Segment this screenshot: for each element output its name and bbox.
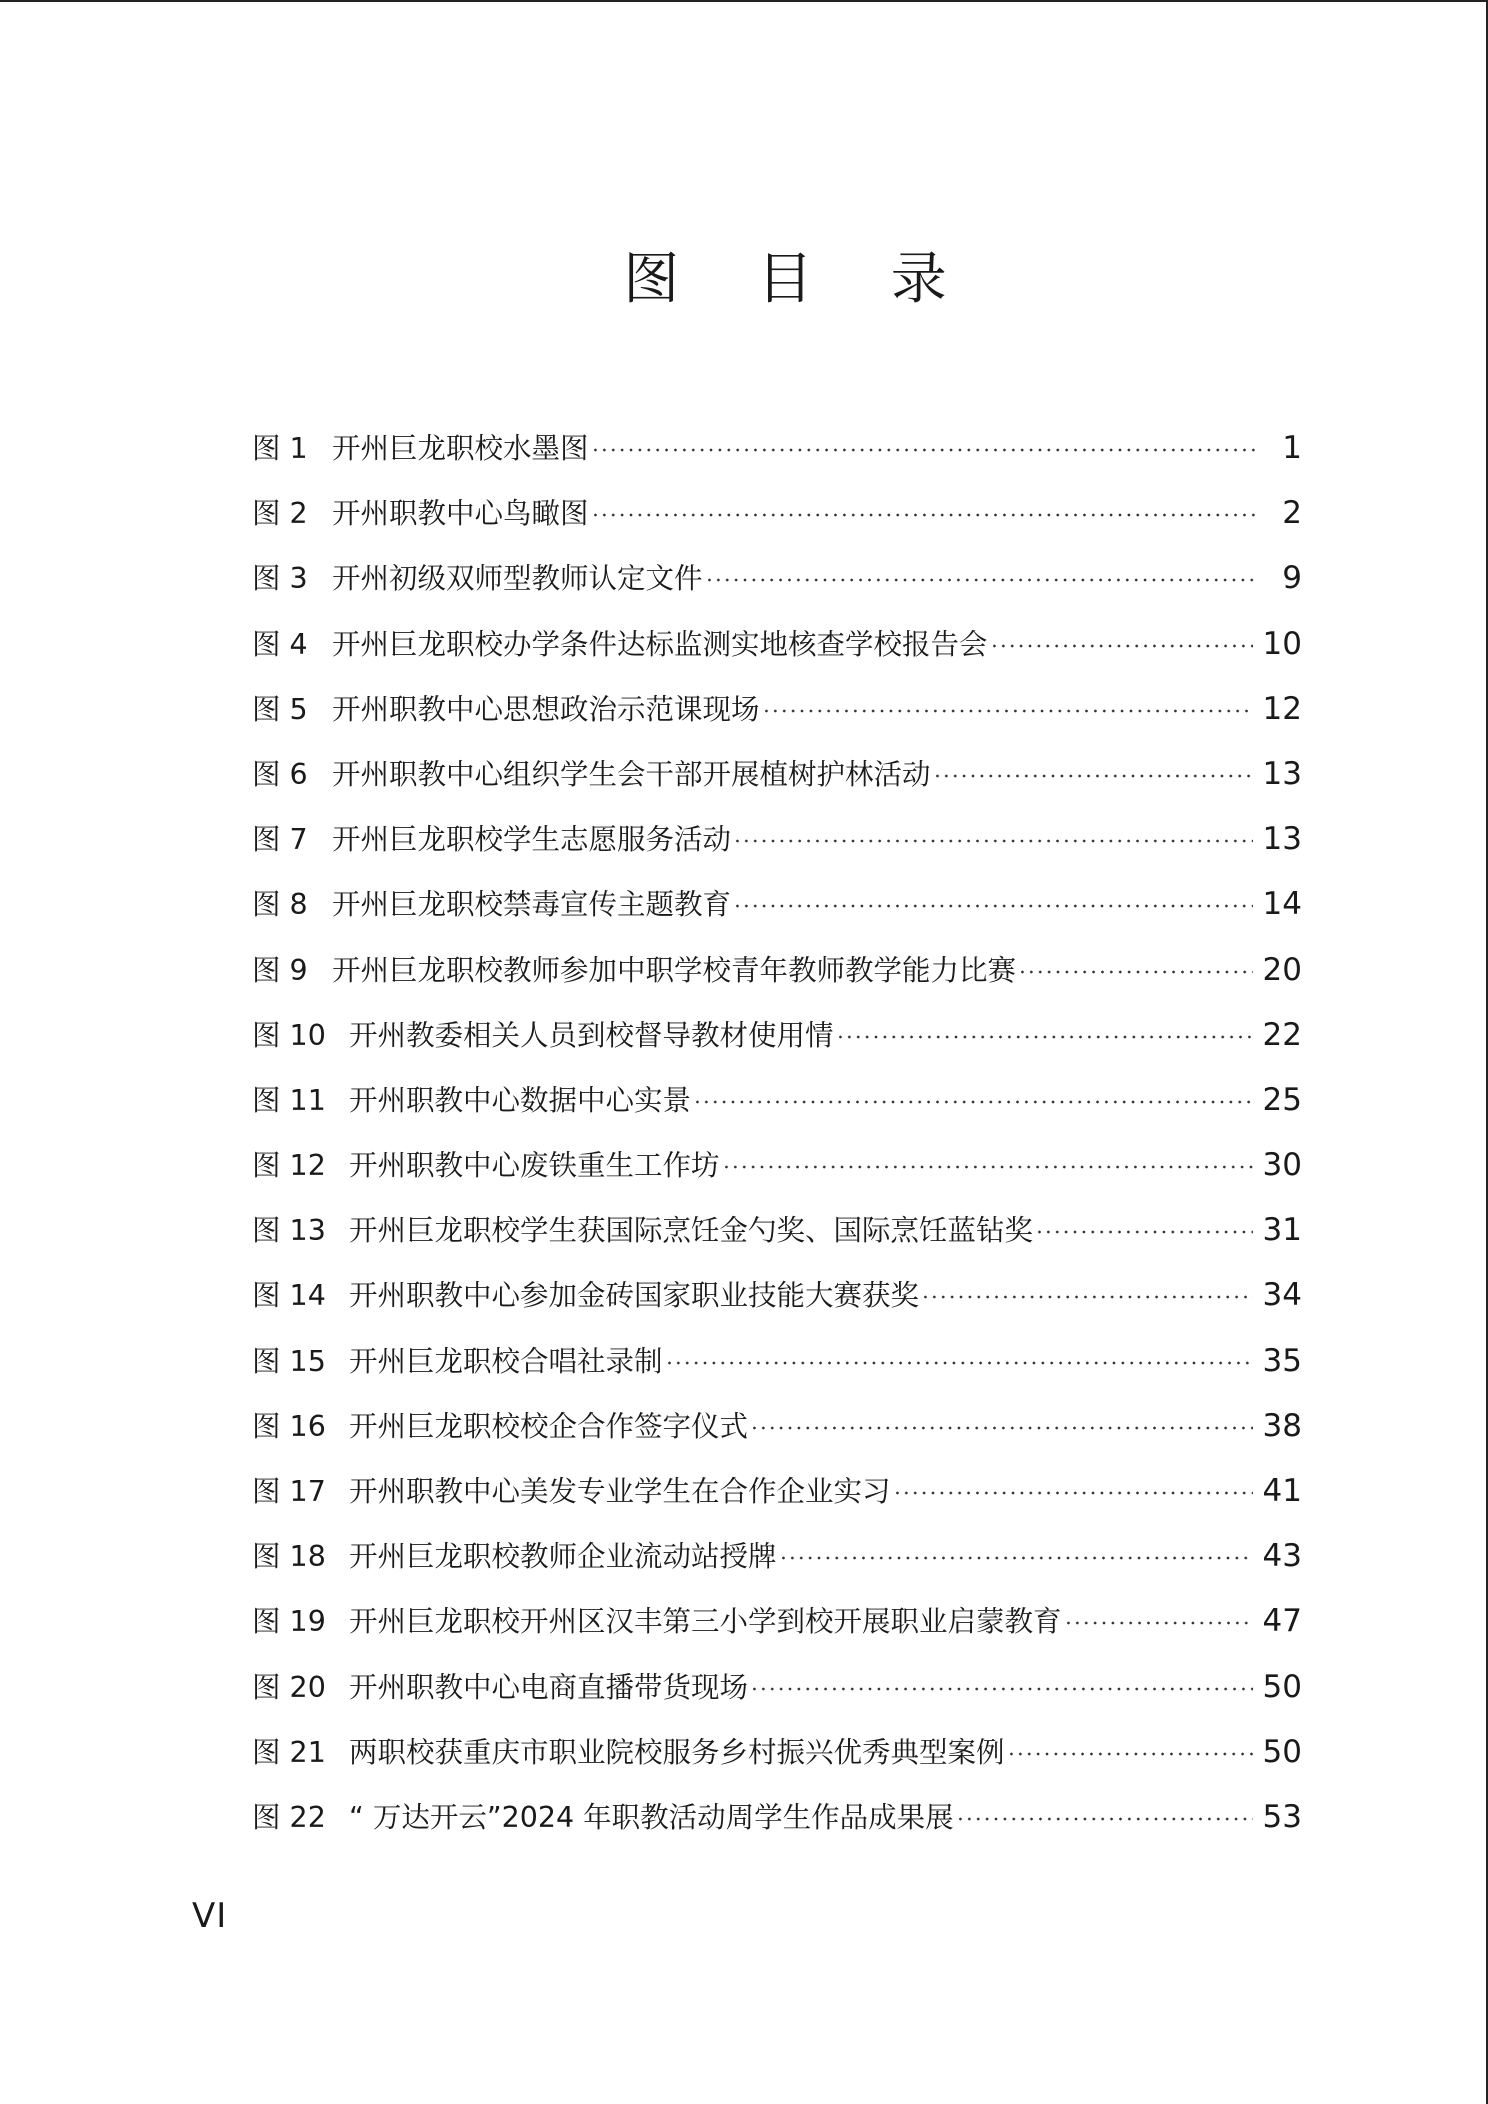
figure-table-of-contents bbox=[252, 422, 1302, 1856]
figure-label: 图 18 bbox=[252, 1540, 326, 1574]
figure-label: 图 6 bbox=[252, 757, 308, 791]
figure-label: 图 22 bbox=[252, 1800, 326, 1834]
page-reference: 35 bbox=[1262, 1342, 1302, 1379]
figure-label: 图 4 bbox=[252, 627, 308, 661]
dot-leader bbox=[750, 1687, 1253, 1691]
page-reference: 9 bbox=[1282, 560, 1302, 597]
dot-leader bbox=[750, 1426, 1253, 1430]
figure-caption: 开州职教中心数据中心实景 bbox=[349, 1083, 692, 1117]
dot-leader bbox=[779, 1556, 1253, 1560]
dot-leader bbox=[990, 644, 1253, 648]
page-reference: 22 bbox=[1262, 1016, 1302, 1053]
toc-entry[interactable] bbox=[252, 618, 1302, 683]
page-reference: 38 bbox=[1262, 1407, 1302, 1444]
figure-caption: 开州职教中心参加金砖国家职业技能大赛获奖 bbox=[349, 1279, 920, 1313]
toc-entry[interactable] bbox=[252, 487, 1302, 552]
page-reference: 41 bbox=[1262, 1473, 1302, 1509]
page-reference: 2 bbox=[1282, 495, 1302, 532]
figure-label: 图 7 bbox=[252, 823, 308, 857]
figure-label: 图 8 bbox=[252, 888, 308, 922]
page-number: VI bbox=[192, 1896, 228, 1936]
dot-leader bbox=[665, 1361, 1253, 1365]
figure-label: 图 3 bbox=[252, 562, 308, 596]
figure-caption: 开州巨龙职校学生志愿服务活动 bbox=[332, 823, 732, 857]
toc-entry[interactable] bbox=[252, 552, 1302, 617]
dot-leader bbox=[762, 709, 1253, 713]
page-reference: 12 bbox=[1262, 690, 1302, 727]
toc-entry[interactable] bbox=[252, 944, 1302, 1009]
dot-leader bbox=[956, 1817, 1253, 1821]
toc-entry[interactable] bbox=[252, 748, 1302, 813]
figure-caption: 开州巨龙职校开州区汉丰第三小学到校开展职业启蒙教育 bbox=[349, 1605, 1062, 1639]
dot-leader bbox=[705, 578, 1258, 582]
toc-entry[interactable] bbox=[252, 1269, 1302, 1334]
figure-label: 图 20 bbox=[252, 1670, 326, 1704]
figure-caption: 开州职教中心思想政治示范课现场 bbox=[332, 692, 760, 726]
dot-leader bbox=[591, 448, 1258, 452]
toc-entry[interactable] bbox=[252, 1465, 1302, 1530]
toc-entry[interactable] bbox=[252, 1335, 1302, 1400]
dot-leader bbox=[933, 774, 1253, 778]
toc-entry[interactable] bbox=[252, 1009, 1302, 1074]
page-reference: 43 bbox=[1262, 1538, 1302, 1575]
page-reference: 20 bbox=[1262, 951, 1302, 988]
page-reference: 34 bbox=[1262, 1277, 1302, 1314]
page-reference: 1 bbox=[1282, 430, 1302, 466]
page-reference: 13 bbox=[1262, 821, 1302, 858]
dot-leader bbox=[1018, 970, 1253, 974]
figure-label: 图 5 bbox=[252, 692, 308, 726]
figure-label: 图 15 bbox=[252, 1344, 326, 1378]
toc-entry[interactable] bbox=[252, 878, 1302, 943]
top-border-rule bbox=[0, 0, 1488, 2]
dot-leader bbox=[921, 1295, 1253, 1299]
dot-leader bbox=[733, 839, 1253, 843]
figure-caption: 开州巨龙职校教师企业流动站授牌 bbox=[349, 1540, 777, 1574]
toc-entry[interactable] bbox=[252, 1726, 1302, 1791]
toc-entry[interactable] bbox=[252, 1400, 1302, 1465]
toc-entry[interactable] bbox=[252, 1204, 1302, 1269]
figure-caption: 开州职教中心废铁重生工作坊 bbox=[349, 1149, 720, 1183]
figure-caption: 开州职教中心电商直播带货现场 bbox=[349, 1670, 749, 1704]
dot-leader bbox=[722, 1165, 1253, 1169]
figure-label: 图 21 bbox=[252, 1735, 326, 1769]
dot-leader bbox=[1035, 1230, 1253, 1234]
page-reference: 13 bbox=[1262, 755, 1302, 792]
toc-entry[interactable] bbox=[252, 1661, 1302, 1726]
toc-entry[interactable] bbox=[252, 1791, 1302, 1856]
figure-caption: 开州职教中心组织学生会干部开展植树护林活动 bbox=[332, 757, 931, 791]
figure-label: 图 14 bbox=[252, 1279, 326, 1313]
toc-entry[interactable] bbox=[252, 1530, 1302, 1595]
figure-label: 图 17 bbox=[252, 1475, 326, 1508]
toc-entry[interactable] bbox=[252, 1139, 1302, 1204]
figure-caption: 开州职教中心鸟瞰图 bbox=[332, 497, 589, 531]
dot-leader bbox=[836, 1035, 1253, 1039]
figure-label: 图 13 bbox=[252, 1214, 326, 1248]
dot-leader bbox=[1064, 1621, 1253, 1625]
figure-caption: 两职校获重庆市职业院校服务乡村振兴优秀典型案例 bbox=[349, 1735, 1005, 1769]
dot-leader bbox=[693, 1100, 1253, 1104]
toc-entry[interactable] bbox=[252, 1595, 1302, 1660]
toc-entry[interactable] bbox=[252, 422, 1302, 487]
figure-caption: 开州巨龙职校禁毒宣传主题教育 bbox=[332, 888, 732, 922]
toc-entry[interactable] bbox=[252, 813, 1302, 878]
figure-label: 图 19 bbox=[252, 1605, 326, 1639]
figure-caption: 开州教委相关人员到校督导教材使用情 bbox=[349, 1018, 834, 1052]
page-reference: 47 bbox=[1262, 1603, 1302, 1640]
page-reference: 50 bbox=[1262, 1668, 1302, 1705]
dot-leader bbox=[1007, 1752, 1253, 1756]
figure-caption: 开州巨龙职校教师参加中职学校青年教师教学能力比赛 bbox=[332, 953, 1017, 987]
page-reference: 30 bbox=[1262, 1147, 1302, 1184]
page-reference: 14 bbox=[1262, 886, 1302, 923]
page-reference: 53 bbox=[1262, 1798, 1302, 1835]
page-reference: 10 bbox=[1262, 625, 1302, 662]
page-reference: 25 bbox=[1262, 1081, 1302, 1118]
figure-label: 图 10 bbox=[252, 1018, 326, 1052]
figure-caption: 开州巨龙职校校企合作签字仪式 bbox=[349, 1409, 749, 1443]
figure-label: 图 12 bbox=[252, 1149, 326, 1183]
figure-label: 图 2 bbox=[252, 497, 308, 531]
page-title: 图 目 录 bbox=[623, 247, 977, 312]
dot-leader bbox=[591, 513, 1258, 517]
toc-entry[interactable] bbox=[252, 683, 1302, 748]
dot-leader bbox=[893, 1491, 1253, 1495]
page-reference: 31 bbox=[1262, 1212, 1302, 1249]
figure-label: 图 1 bbox=[252, 432, 308, 465]
figure-caption: 开州巨龙职校水墨图 bbox=[332, 432, 589, 465]
page-reference: 50 bbox=[1262, 1733, 1302, 1770]
figure-caption: 开州巨龙职校办学条件达标监测实地核查学校报告会 bbox=[332, 627, 988, 661]
dot-leader bbox=[733, 904, 1253, 908]
figure-caption: 开州巨龙职校学生获国际烹饪金勺奖、国际烹饪蓝钻奖 bbox=[349, 1214, 1034, 1248]
figure-label: 图 9 bbox=[252, 953, 308, 987]
toc-entry[interactable] bbox=[252, 1074, 1302, 1139]
figure-caption: 开州职教中心美发专业学生在合作企业实习 bbox=[349, 1475, 891, 1508]
figure-caption: 开州巨龙职校合唱社录制 bbox=[349, 1344, 663, 1378]
figure-caption: 开州初级双师型教师认定文件 bbox=[332, 562, 703, 596]
figure-label: 图 16 bbox=[252, 1409, 326, 1443]
figure-caption: “ 万达开云”2024 年职教活动周学生作品成果展 bbox=[349, 1800, 954, 1834]
figure-label: 图 11 bbox=[252, 1083, 326, 1117]
